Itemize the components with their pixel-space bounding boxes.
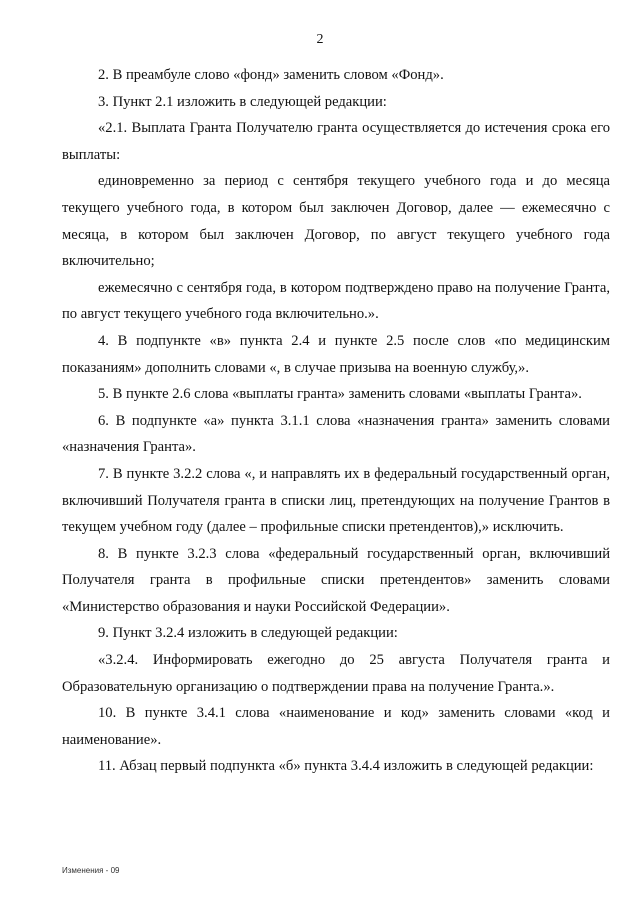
paragraph-10: 10. В пункте 3.4.1 слова «наименование и код» заменить словами «код и наименование».: [62, 705, 610, 748]
paragraph-lump-sum: единовременно за период с сентября текущего учебного года и до месяца текущего учебного года, в котором был заключен Договор, далее — ежемесячно с месяца, в котором был заключен Договор, по август текущего учебного года включительно;: [62, 173, 610, 270]
page-footer: Изменения - 09: [62, 866, 120, 875]
paragraph-11: 11. Абзац первый подпункта «б» пункта 3.4.4 изложить в следующей редакции:: [98, 758, 594, 775]
paragraph-7: 7. В пункте 3.2.2 слова «, и направлять их в федеральный государственный орган, включивший Получателя гранта в списки лиц, претендующих на получение Грантов в текущем учебном году (далее – профильные списки претендентов),» исключить.: [62, 465, 610, 536]
paragraph-6: 6. В подпункте «а» пункта 3.1.1 слова «назначения гранта» заменить словами «назначения Гранта».: [62, 412, 610, 456]
paragraph-2-1-quote: «2.1. Выплата Гранта Получателю гранта осуществляется до истечения срока его выплаты:: [62, 120, 610, 163]
paragraph-9: 9. Пункт 3.2.4 изложить в следующей редакции:: [98, 625, 398, 642]
paragraph-3-2-4-quote: «3.2.4. Информировать ежегодно до 25 августа Получателя гранта и Образовательную организацию о подтверждении права на получение Гранта.».: [62, 652, 610, 695]
paragraph-5: 5. В пункте 2.6 слова «выплаты гранта» заменить словами «выплаты Гранта».: [98, 386, 582, 403]
page-number: 2: [316, 32, 324, 47]
paragraph-3: 3. Пункт 2.1 изложить в следующей редакции:: [98, 93, 387, 110]
paragraph-8: 8. В пункте 3.2.3 слова «федеральный государственный орган, включивший Получателя гранта в профильные списки претендентов» заменить словами «Министерство образования и науки Российской Федерации».: [62, 545, 610, 615]
document-body: [62, 62, 610, 780]
paragraph-monthly: ежемесячно с сентября года, в котором подтверждено право на получение Гранта, по август текущего учебного года включительно.».: [62, 279, 610, 323]
paragraph-4: 4. В подпункте «в» пункта 2.4 и пункте 2.5 после слов «по медицинским показаниям» дополнить словами «, в случае призыва на военную службу,».: [62, 332, 610, 376]
paragraph-2: 2. В преамбуле слово «фонд» заменить словом «Фонд».: [98, 67, 444, 83]
